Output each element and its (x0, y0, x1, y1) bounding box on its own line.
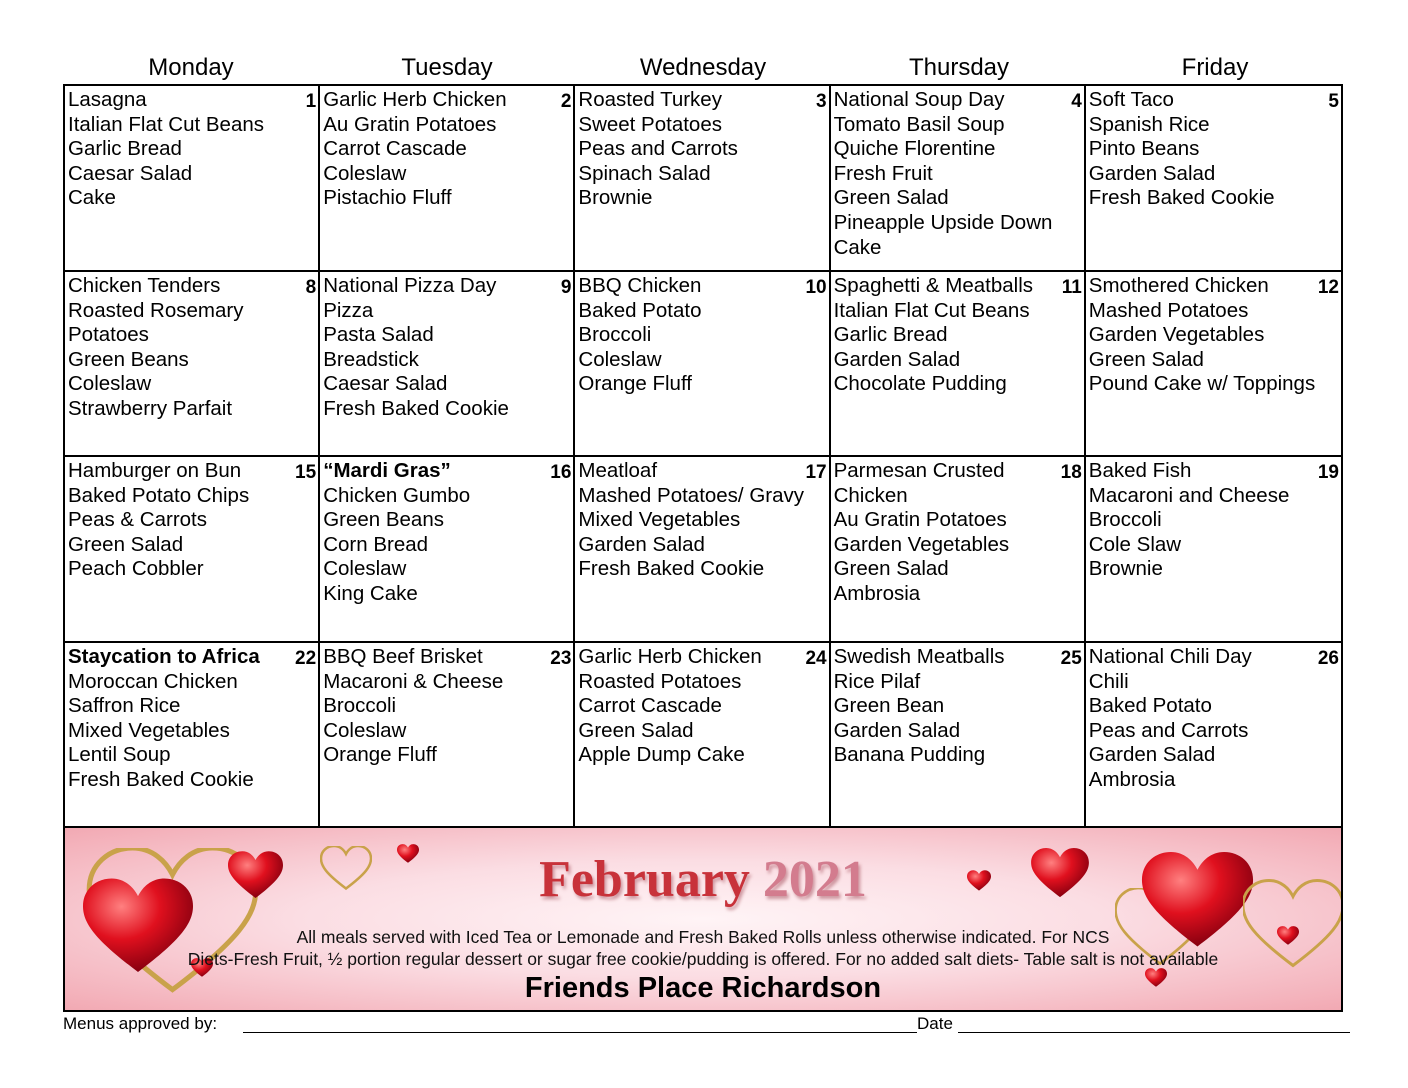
day-number: 4 (1071, 91, 1082, 112)
menus-approved-label: Menus approved by: (63, 1014, 218, 1033)
day-header-friday: Friday (1181, 54, 1249, 81)
menu-item: National Pizza Day (323, 274, 497, 297)
menu-item: Au Gratin Potatoes (323, 112, 497, 136)
menu-item: Green Beans (323, 508, 444, 532)
menu-item: Fresh Baked Cookie (68, 767, 254, 791)
menu-item: Mixed Vegetables (68, 718, 230, 742)
menu-item: Spaghetti & Meatballs (833, 274, 1034, 297)
menu-item: Pizza (323, 298, 374, 322)
day-number: 3 (816, 91, 827, 112)
menu-item: Mashed Potatoes (1088, 298, 1249, 322)
day-number: 1 (305, 91, 317, 112)
banner-year: 2021 (762, 851, 867, 908)
menu-item-list (68, 274, 315, 422)
day-number: 25 (1060, 648, 1082, 669)
menu-item-list (834, 645, 1081, 768)
menu-item: BBQ Beef Brisket (323, 645, 483, 668)
menu-item-list (834, 274, 1081, 397)
menu-item: Baked Fish (1088, 459, 1192, 482)
menu-item: Ambrosia (1088, 767, 1176, 791)
menu-item: Garden Salad (1088, 743, 1216, 767)
menu-item: Staycation to Africa (68, 645, 260, 668)
menu-day-cell (831, 457, 1086, 643)
menu-day-cell (65, 457, 320, 643)
menu-item-list (323, 88, 570, 211)
menu-item: Pinto Beans (1088, 137, 1200, 161)
menu-item: Broccoli (578, 323, 652, 347)
menu-item: Meatloaf (578, 459, 658, 482)
menu-item: Macaroni & Cheese (323, 669, 504, 693)
menu-item: Brownie (1088, 557, 1163, 581)
menu-day-cell (1086, 457, 1341, 643)
menu-item: Peas and Carrots (578, 137, 738, 161)
menu-day-cell (1086, 272, 1341, 457)
menu-item: Fresh Baked Cookie (323, 396, 509, 420)
menu-item: Pasta Salad (323, 323, 434, 347)
menu-day-cell (831, 272, 1086, 457)
menu-item: Garlic Bread (833, 323, 948, 347)
menu-item: Chicken Gumbo (323, 483, 471, 507)
menu-item: Banana Pudding (833, 743, 986, 767)
menu-item: Strawberry Parfait (68, 396, 233, 420)
day-header-tuesday: Tuesday (401, 54, 493, 81)
day-number: 16 (550, 462, 572, 483)
menu-item: Macaroni and Cheese (1088, 483, 1290, 507)
menu-item-list (323, 274, 570, 422)
day-header-thursday: Thursday (908, 54, 1010, 81)
menu-day-cell (320, 643, 575, 828)
menu-item: Coleslaw (323, 161, 407, 185)
menu-item: Soft Taco (1088, 88, 1174, 111)
menu-item: Broccoli (323, 694, 397, 718)
menu-item-list (68, 459, 315, 582)
facility-name: Friends Place Richardson (524, 972, 882, 1004)
menu-item: Garlic Herb Chicken (578, 645, 762, 668)
menu-item: Corn Bread (323, 532, 429, 556)
menu-day-cell (831, 643, 1086, 828)
day-header-monday: Monday (148, 54, 234, 81)
day-number: 22 (295, 648, 317, 669)
banner-note-line-2: Diets-Fresh Fruit, ½ portion regular dessert or sugar free cookie/pudding is offered. For no added salt diets- Table salt is not available (187, 949, 1219, 969)
menu-item: Roasted Potatoes (578, 669, 742, 693)
menu-day-cell (575, 86, 830, 272)
day-number: 23 (550, 648, 572, 669)
menu-item: Pineapple Upside Down Cake (833, 210, 1053, 259)
banner-month: February (539, 851, 750, 908)
menu-item: Garden Salad (833, 718, 961, 742)
day-number: 2 (560, 91, 572, 112)
menu-item: Roasted Rosemary Potatoes (68, 298, 244, 347)
menu-item-list (1089, 645, 1338, 793)
menu-item: Caesar Salad (68, 161, 193, 185)
menu-item: Au Gratin Potatoes (833, 508, 1007, 532)
menu-item: Italian Flat Cut Beans (833, 298, 1030, 322)
menu-item: Lasagna (68, 88, 147, 111)
menu-item: Chicken Tenders (68, 274, 221, 297)
menu-item: King Cake (323, 581, 418, 605)
menu-item: Brownie (578, 186, 653, 210)
menu-day-cell (575, 272, 830, 457)
menu-item: Peach Cobbler (68, 557, 204, 581)
menu-day-cell (65, 643, 320, 828)
menu-item: Roasted Turkey (578, 88, 722, 111)
menu-item-list (834, 88, 1081, 260)
menu-item: Cole Slaw (1088, 532, 1182, 556)
menu-item: BBQ Chicken (578, 274, 702, 297)
menu-item: Green Salad (578, 718, 694, 742)
day-number: 24 (805, 648, 827, 669)
menu-item-list (68, 645, 315, 793)
menu-item: Mashed Potatoes/ Gravy (578, 483, 805, 507)
menu-day-cell (831, 86, 1086, 272)
menu-item: Coleslaw (323, 718, 407, 742)
approval-signature-line (243, 1032, 917, 1033)
menu-item-list (578, 459, 825, 582)
day-number: 15 (295, 462, 317, 483)
day-number: 10 (805, 277, 827, 298)
menu-item: Fresh Fruit (833, 161, 933, 185)
menu-item-list (578, 274, 825, 397)
menu-item: Garden Salad (1088, 161, 1216, 185)
day-number: 18 (1060, 462, 1082, 483)
menu-item: National Soup Day (833, 88, 1005, 111)
month-banner (63, 826, 1343, 1012)
menu-day-cell (320, 272, 575, 457)
day-header-wednesday: Wednesday (639, 54, 767, 81)
menu-item: Ambrosia (833, 581, 921, 605)
menu-item: National Chili Day (1088, 645, 1252, 668)
menu-day-cell (575, 457, 830, 643)
day-number: 8 (305, 277, 317, 298)
day-number: 9 (560, 277, 572, 298)
menu-item: Pound Cake w/ Toppings (1088, 372, 1316, 396)
day-number: 19 (1317, 462, 1339, 483)
menu-item: Quiche Florentine (833, 137, 996, 161)
menu-item: Green Salad (1088, 347, 1204, 371)
menu-item-list (1089, 88, 1338, 211)
menu-item: Garden Salad (578, 532, 705, 556)
menu-item: Spinach Salad (578, 161, 711, 185)
menu-item: Green Bean (833, 694, 945, 718)
menu-item: Peas & Carrots (68, 508, 207, 532)
menu-item: Hamburger on Bun (68, 459, 242, 482)
day-number: 11 (1061, 277, 1082, 298)
menu-item-list (578, 88, 825, 211)
day-headers (63, 52, 1343, 84)
menu-item: Tomato Basil Soup (833, 112, 1005, 136)
menu-item: Green Beans (68, 347, 189, 371)
menu-item: Swedish Meatballs (833, 645, 1005, 668)
menu-item: Lentil Soup (68, 743, 171, 767)
menu-item: Chocolate Pudding (833, 372, 1007, 396)
day-number: 12 (1317, 277, 1339, 298)
menu-item: Garlic Herb Chicken (323, 88, 507, 111)
menu-item-list (578, 645, 825, 768)
menu-item: Carrot Cascade (323, 137, 467, 161)
menu-item-list (1089, 459, 1338, 582)
menu-item: Green Salad (68, 532, 184, 556)
menu-item: Saffron Rice (68, 694, 181, 718)
menu-item: Garden Salad (833, 347, 961, 371)
menu-item-list (834, 459, 1081, 607)
menu-day-cell (575, 643, 830, 828)
menu-item-list (68, 88, 315, 211)
menu-item: Apple Dump Cake (578, 743, 745, 767)
menu-item: Coleslaw (323, 557, 407, 581)
menu-item: Italian Flat Cut Beans (68, 112, 264, 136)
menu-item: Garden Vegetables (833, 532, 1010, 556)
menu-item: Rice Pilaf (833, 669, 921, 693)
menu-day-cell (1086, 643, 1341, 828)
menu-day-cell (1086, 86, 1341, 272)
menu-day-cell (65, 272, 320, 457)
menu-item-list (323, 645, 570, 768)
menu-item: Broccoli (1088, 508, 1162, 532)
menu-item: Caesar Salad (323, 372, 448, 396)
menu-calendar-grid (63, 84, 1343, 826)
menu-item: Garden Vegetables (1088, 323, 1265, 347)
menu-item: Carrot Cascade (578, 694, 722, 718)
menu-item: Coleslaw (578, 347, 662, 371)
menu-item: Moroccan Chicken (68, 669, 238, 693)
menu-item: Baked Potato (1088, 694, 1212, 718)
menu-item: Orange Fluff (578, 372, 692, 396)
menu-item: Green Salad (833, 557, 949, 581)
date-label: Date (917, 1014, 953, 1033)
menu-item: Pistachio Fluff (323, 186, 452, 210)
menu-item: Parmesan Crusted Chicken (833, 459, 1005, 507)
banner-note-line-1: All meals served with Iced Tea or Lemonade and Fresh Baked Rolls unless otherwise indicated. For NCS (296, 927, 1110, 947)
menu-item: Green Salad (833, 186, 949, 210)
menu-item: Fresh Baked Cookie (578, 557, 765, 581)
menu-item: Baked Potato Chips (68, 483, 250, 507)
menu-day-cell (320, 86, 575, 272)
menu-item: Mixed Vegetables (578, 508, 741, 532)
menu-item: Fresh Baked Cookie (1088, 186, 1275, 210)
date-line (958, 1032, 1350, 1033)
menu-item: Spanish Rice (1088, 112, 1210, 136)
menu-item: Chili (1088, 669, 1129, 693)
menu-item: Garlic Bread (68, 137, 182, 161)
menu-item: Sweet Potatoes (578, 112, 722, 136)
menu-item: Peas and Carrots (1088, 718, 1249, 742)
menu-item: Breadstick (323, 347, 419, 371)
menu-item: Orange Fluff (323, 743, 437, 767)
day-number: 17 (805, 462, 827, 483)
menu-item: Cake (68, 186, 116, 210)
menu-item: Smothered Chicken (1088, 274, 1269, 297)
approval-footer (63, 1013, 1353, 1035)
day-number: 26 (1317, 648, 1339, 669)
menu-item: “Mardi Gras” (323, 459, 451, 482)
menu-item: Coleslaw (68, 372, 152, 396)
menu-day-cell (320, 457, 575, 643)
day-number: 5 (1328, 91, 1339, 112)
menu-item-list (323, 459, 570, 607)
menu-item: Baked Potato (578, 298, 702, 322)
banner-title (65, 850, 1341, 910)
menu-item-list (1089, 274, 1338, 397)
menu-day-cell (65, 86, 320, 272)
